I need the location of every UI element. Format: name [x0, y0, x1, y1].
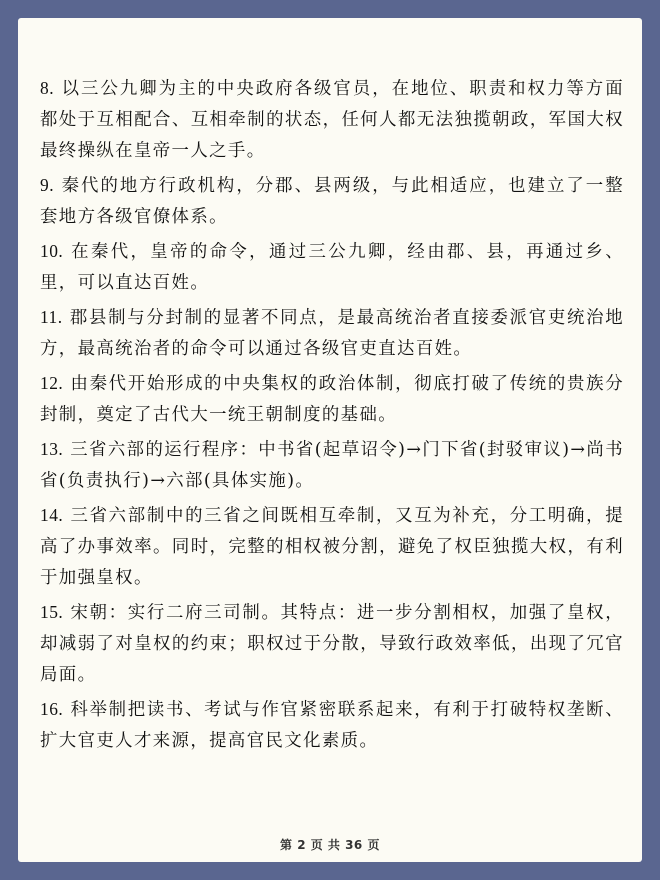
point-item-16: [40, 694, 624, 757]
point-text: 郡县制与分封制的显著不同点，是最高统治者直接委派官吏统治地方，最高统治者的命令可以通过各级官吏直达百姓。: [40, 307, 624, 360]
point-text: 宋朝：实行二府三司制。其特点：进一步分割相权，加强了皇权，却减弱了对皇权的约束；职权过于分散，导致行政效率低，出现了冗官局面。: [40, 602, 624, 686]
point-number: 15.: [40, 601, 64, 622]
point-item-14: [40, 500, 624, 595]
document-page: [18, 18, 642, 862]
point-number: 10.: [40, 241, 64, 262]
point-item-11: [40, 302, 624, 365]
point-text: 在秦代，皇帝的命令，通过三公九卿，经由郡、县，再通过乡、里，可以直达百姓。: [40, 242, 624, 294]
point-number: 8.: [40, 78, 55, 98]
point-item-10: [40, 236, 624, 299]
point-text: 秦代的地方行政机构，分郡、县两级，与此相适应，也建立了一整套地方各级官僚体系。: [40, 176, 624, 228]
point-number: 13.: [40, 438, 64, 459]
point-item-12: [40, 368, 624, 431]
point-number: 12.: [40, 372, 64, 393]
point-item-15: [40, 597, 624, 692]
point-list: [40, 73, 624, 760]
point-number: 11.: [40, 306, 63, 327]
point-text: 科举制把读书、考试与作官紧密联系起来，有利于打破特权垄断、扩大官吏人才来源，提高官民文化素质。: [40, 699, 624, 752]
point-text: 以三公九卿为主的中央政府各级官员，在地位、职责和权力等方面都处于互相配合、互相牵制的状态，任何人都无法独揽朝政，军国大权最终操纵在皇帝一人之手。: [40, 79, 624, 162]
point-item-13: [40, 434, 624, 497]
point-number: 14.: [40, 504, 64, 525]
point-number: 16.: [40, 698, 64, 719]
point-item-9: [40, 170, 624, 233]
point-number: 9.: [40, 175, 55, 196]
point-text: 三省六部制中的三省之间既相互牵制，又互为补充，分工明确，提高了办事效率。同时，完整的相权被分割，避免了权臣独揽大权，有利于加强皇权。: [40, 505, 624, 589]
point-text: 由秦代开始形成的中央集权的政治体制，彻底打破了传统的贵族分封制，奠定了古代大一统王朝制度的基础。: [40, 373, 624, 426]
point-item-8: [40, 73, 624, 168]
point-text: 三省六部的运行程序：中书省(起草诏令)→门下省(封驳审议)→尚书省(负责执行)→六部(具体实施)。: [40, 439, 624, 491]
page-footer: 第 2 页 共 36 页: [280, 838, 380, 852]
